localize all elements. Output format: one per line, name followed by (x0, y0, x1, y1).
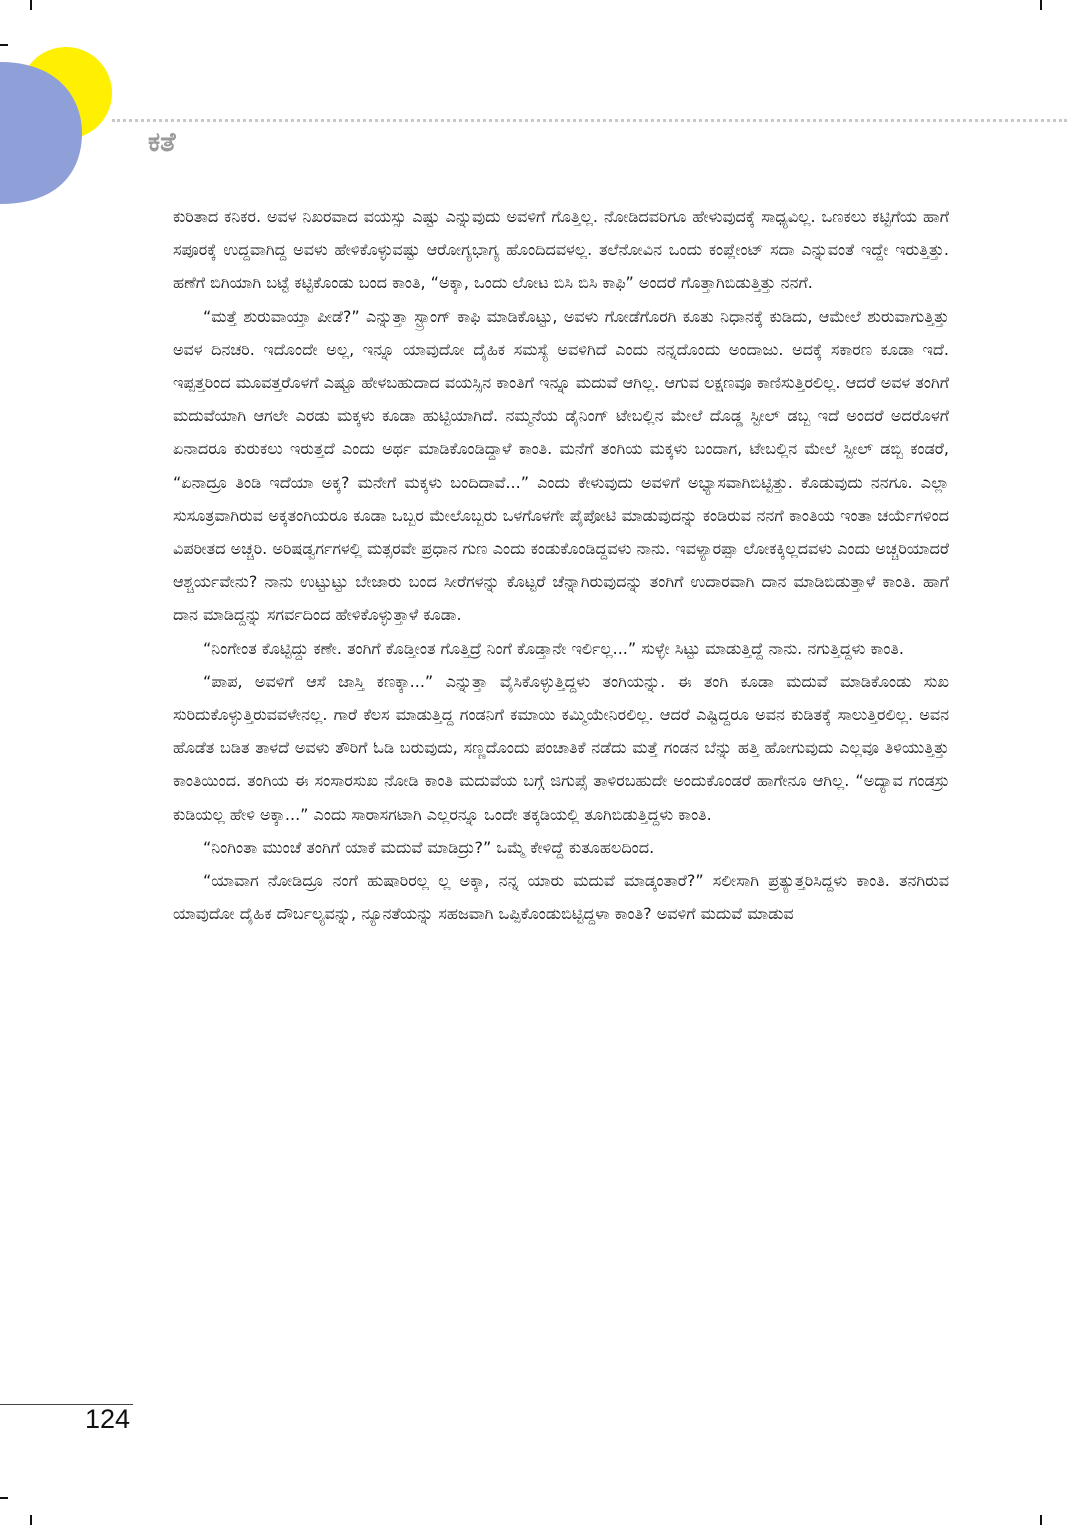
story-body (173, 200, 949, 930)
paragraph: ಕುರಿತಾದ ಕನಿಕರ. ಅವಳ ನಿಖರವಾದ ವಯಸ್ಸು ಎಷ್ಟು ಎನ್ನುವುದು ಅವಳಿಗೆ ಗೊತ್ತಿಲ್ಲ. ನೋಡಿದವರಿಗೂ ಹೇಳುವುದಕ್ಕೆ ಸಾಧ್ಯವಿಲ್ಲ. ಒಣಕಲು ಕಟ್ಟಿಗೆಯ ಹಾಗೆ ಸಪೂರಕ್ಕೆ ಉದ್ದವಾಗಿದ್ದ ಅವಳು ಹೇಳಿಕೊಳ್ಳುವಷ್ಟು ಆರೋಗ್ಯಭಾಗ್ಯ ಹೊಂದಿದವಳಲ್ಲ. ತಲೆನೋವಿನ ಒಂದು ಕಂಪ್ಲೇಂಟ್ ಸದಾ ಎನ್ನುವಂತೆ ಇದ್ದೇ ಇರುತ್ತಿತ್ತು. ಹಣೆಗೆ ಬಿಗಿಯಾಗಿ ಬಟ್ಟೆ ಕಟ್ಟಿಕೊಂಡು ಬಂದ ಕಾಂತಿ, “ಅಕ್ಕಾ, ಒಂದು ಲೋಟ ಬಿಸಿ ಬಿಸಿ ಕಾಫಿ” ಅಂದರೆ ಗೊತ್ತಾಗಿಬಿಡುತ್ತಿತ್ತು ನನಗೆ. (173, 207, 949, 293)
crop-mark-top-right (1040, 0, 1042, 10)
header-dotted-rule (112, 119, 1067, 122)
paragraph: “ಯಾವಾಗ ನೋಡಿದ್ರೂ ನಂಗೆ ಹುಷಾರಿರಲ್ಲ ಲ್ಲ ಅಕ್ಕಾ, ನನ್ನ ಯಾರು ಮದುವೆ ಮಾಡ್ಕಂತಾರೆ?” ಸಲೀಸಾಗಿ ಪ್ರತ್ಯುತ್ತರಿಸಿದ್ದಳು ಕಾಂತಿ. ತನಗಿರುವ ಯಾವುದೋ ದೈಹಿಕ ದೌರ್ಬಲ್ಯವನ್ನು, ನ್ಯೂನತೆಯನ್ನು ಸಹಜವಾಗಿ ಒಪ್ಪಿಕೊಂಡುಬಿಟ್ಟಿದ್ದಳಾ ಕಾಂತಿ? ಅವಳಿಗೆ ಮದುವೆ ಮಾಡುವ (173, 871, 949, 924)
paragraph: “ಪಾಪ, ಅವಳಿಗೆ ಆಸೆ ಜಾಸ್ತಿ ಕಣಕ್ಕಾ...” ಎನ್ನುತ್ತಾ ವೈಸಿಕೊಳ್ಳುತ್ತಿದ್ದಳು ತಂಗಿಯನ್ನು. ಈ ತಂಗಿ ಕೂಡಾ ಮದುವೆ ಮಾಡಿಕೊಂಡು ಸುಖ ಸುರಿದುಕೊಳ್ಳುತ್ತಿರುವವಳೇನಲ್ಲ. ಗಾರೆ ಕೆಲಸ ಮಾಡುತ್ತಿದ್ದ ಗಂಡನಿಗೆ ಕಮಾಯಿ ಕಮ್ಮಿಯೇನಿರಲಿಲ್ಲ. ಆದರೆ ಎಷ್ಟಿದ್ದರೂ ಅವನ ಕುಡಿತಕ್ಕೆ ಸಾಲುತ್ತಿರಲಿಲ್ಲ. ಅವನ ಹೊಡೆತ ಬಡಿತ ತಾಳದೆ ಅವಳು ತೌರಿಗೆ ಓಡಿ ಬರುವುದು, ಸಣ್ಣದೊಂದು ಪಂಚಾತಿಕೆ ನಡೆದು ಮತ್ತೆ ಗಂಡನ ಬೆನ್ನು ಹತ್ತಿ ಹೋಗುವುದು ಎಲ್ಲವೂ ತಿಳಿಯುತ್ತಿತ್ತು ಕಾಂತಿಯಿಂದ. ತಂಗಿಯ ಈ ಸಂಸಾರಸುಖ ನೋಡಿ ಕಾಂತಿ ಮದುವೆಯ ಬಗ್ಗೆ ಜಿಗುಪ್ಸೆ ತಾಳಿರಬಹುದೇ ಅಂದುಕೊಂಡರೆ ಹಾಗೇನೂ ಆಗಿಲ್ಲ. “ಅದ್ಯಾವ ಗಂಡಸ್ರು ಕುಡಿಯಲ್ಲ ಹೇಳಿ ಅಕ್ಕಾ...” ಎಂದು ಸಾರಾಸಗಟಾಗಿ ಎಲ್ಲರನ್ನೂ ಒಂದೇ ತಕ್ಕಡಿಯಲ್ಲಿ ತೂಗಿಬಿಡುತ್ತಿದ್ದಳು ಕಾಂತಿ. (173, 671, 949, 824)
corner-decoration (0, 0, 130, 220)
section-title: ಕತೆ (148, 127, 176, 158)
crop-mark-left-lower (0, 1497, 8, 1499)
crop-mark-bottom-left (30, 1515, 32, 1525)
paragraph: “ಮತ್ತೆ ಶುರುವಾಯ್ತಾ ಪೀಡೆ?” ಎನ್ನುತ್ತಾ ಸ್ಟ್ರಾಂಗ್ ಕಾಫಿ ಮಾಡಿಕೊಟ್ಟು, ಅವಳು ಗೋಡೆಗೊರಗಿ ಕೂತು ನಿಧಾನಕ್ಕೆ ಕುಡಿದು, ಆಮೇಲೆ ಶುರುವಾಗುತ್ತಿತ್ತು ಅವಳ ದಿನಚರಿ. ಇದೊಂದೇ ಅಲ್ಲ, ಇನ್ನೂ ಯಾವುದೋ ದೈಹಿಕ ಸಮಸ್ಯೆ ಅವಳಿಗಿದೆ ಎಂದು ನನ್ನದೊಂದು ಅಂದಾಜು. ಅದಕ್ಕೆ ಸಕಾರಣ ಕೂಡಾ ಇದೆ. ಇಪ್ಪತ್ತರಿಂದ ಮೂವತ್ತರೊಳಗೆ ಎಷ್ಟೂ ಹೇಳಬಹುದಾದ ವಯಸ್ಸಿನ ಕಾಂತಿಗೆ ಇನ್ನೂ ಮದುವೆ ಆಗಿಲ್ಲ. ಆಗುವ ಲಕ್ಷಣವೂ ಕಾಣಿಸುತ್ತಿರಲಿಲ್ಲ. ಆದರೆ ಅವಳ ತಂಗಿಗೆ ಮದುವೆಯಾಗಿ ಆಗಲೇ ಎರಡು ಮಕ್ಕಳು ಕೂಡಾ ಹುಟ್ಟಿಯಾಗಿದೆ. ನಮ್ಮನೆಯ ಡೈನಿಂಗ್ ಟೇಬಲ್ಲಿನ ಮೇಲೆ ದೊಡ್ಡ ಸ್ಟೀಲ್ ಡಬ್ಬ ಇದೆ ಅಂದರೆ ಅದರೊಳಗೆ ಏನಾದರೂ ಕುರುಕಲು ಇರುತ್ತದೆ ಎಂದು ಅರ್ಥ ಮಾಡಿಕೊಂಡಿದ್ದಾಳೆ ಕಾಂತಿ. ಮನೆಗೆ ತಂಗಿಯ ಮಕ್ಕಳು ಬಂದಾಗ, ಟೇಬಲ್ಲಿನ ಮೇಲೆ ಸ್ಟೀಲ್ ಡಬ್ಬಿ ಕಂಡರೆ, “ಏನಾದ್ರೂ ತಿಂಡಿ ಇದೆಯಾ ಅಕ್ಕ? ಮನೇಗೆ ಮಕ್ಕಳು ಬಂದಿದಾವೆ...” ಎಂದು ಕೇಳುವುದು ಅವಳಿಗೆ ಅಭ್ಯಾಸವಾಗಿಬಿಟ್ಟಿತ್ತು. ಕೊಡುವುದು ನನಗೂ. ಎಲ್ಲಾ ಸುಸೂತ್ರವಾಗಿರುವ ಅಕ್ಕತಂಗಿಯರೂ ಕೂಡಾ ಒಬ್ಬರ ಮೇಲೊಬ್ಬರು ಒಳಗೊಳಗೇ ಪೈಪೋಟಿ ಮಾಡುವುದನ್ನು ಕಂಡಿರುವ ನನಗೆ ಕಾಂತಿಯ ಇಂತಾ ಚರ್ಯೆಗಳಿಂದ ವಿಪರೀತದ ಅಚ್ಚರಿ. ಅರಿಷಡ್ವರ್ಗಗಳಲ್ಲಿ ಮತ್ಸರವೇ ಪ್ರಧಾನ ಗುಣ ಎಂದು ಕಂಡುಕೊಂಡಿದ್ದವಳು ನಾನು. ಇವಳ್ಯಾರಪ್ಪಾ ಲೋಕಕ್ಕಿಲ್ಲದವಳು ಎಂದು ಅಚ್ಚರಿಯಾದರೆ ಆಶ್ಚರ್ಯವೇನು? ನಾನು ಉಟ್ಟುಟ್ಟು ಬೇಜಾರು ಬಂದ ಸೀರೆಗಳನ್ನು ಕೊಟ್ಟರೆ ಚೆನ್ನಾಗಿರುವುದನ್ನು ತಂಗಿಗೆ ಉದಾರವಾಗಿ ದಾನ ಮಾಡಿಬಿಡುತ್ತಾಳೆ ಕಾಂತಿ. ಹಾಗೆ ದಾನ ಮಾಡಿದ್ದನ್ನು ಸಗರ್ವದಿಂದ ಹೇಳಿಕೊಳ್ಳುತ್ತಾಳೆ ಕೂಡಾ. (173, 306, 949, 625)
crop-mark-bottom-right (1040, 1515, 1042, 1525)
page-number: 124 (85, 1404, 131, 1434)
paragraph: “ನಿಂಗಿಂತಾ ಮುಂಚೆ ತಂಗಿಗೆ ಯಾಕೆ ಮದುವೆ ಮಾಡಿದ್ರು?” ಒಮ್ಮೆ ಕೇಳಿದ್ದೆ ಕುತೂಹಲದಿಂದ. (203, 837, 655, 857)
paragraph: “ನಿಂಗೇಂತ ಕೊಟ್ಟಿದ್ದು ಕಣೇ. ತಂಗಿಗೆ ಕೊಡ್ತೀಂತ ಗೊತ್ತಿದ್ರೆ ನಿಂಗೆ ಕೊಡ್ತಾನೇ ಇರ್ಲಿಲ್ಲ...” ಸುಳ್ಳೇ ಸಿಟ್ಟು ಮಾಡುತ್ತಿದ್ದೆ ನಾನು. ನಗುತ್ತಿದ್ದಳು ಕಾಂತಿ. (203, 638, 904, 658)
